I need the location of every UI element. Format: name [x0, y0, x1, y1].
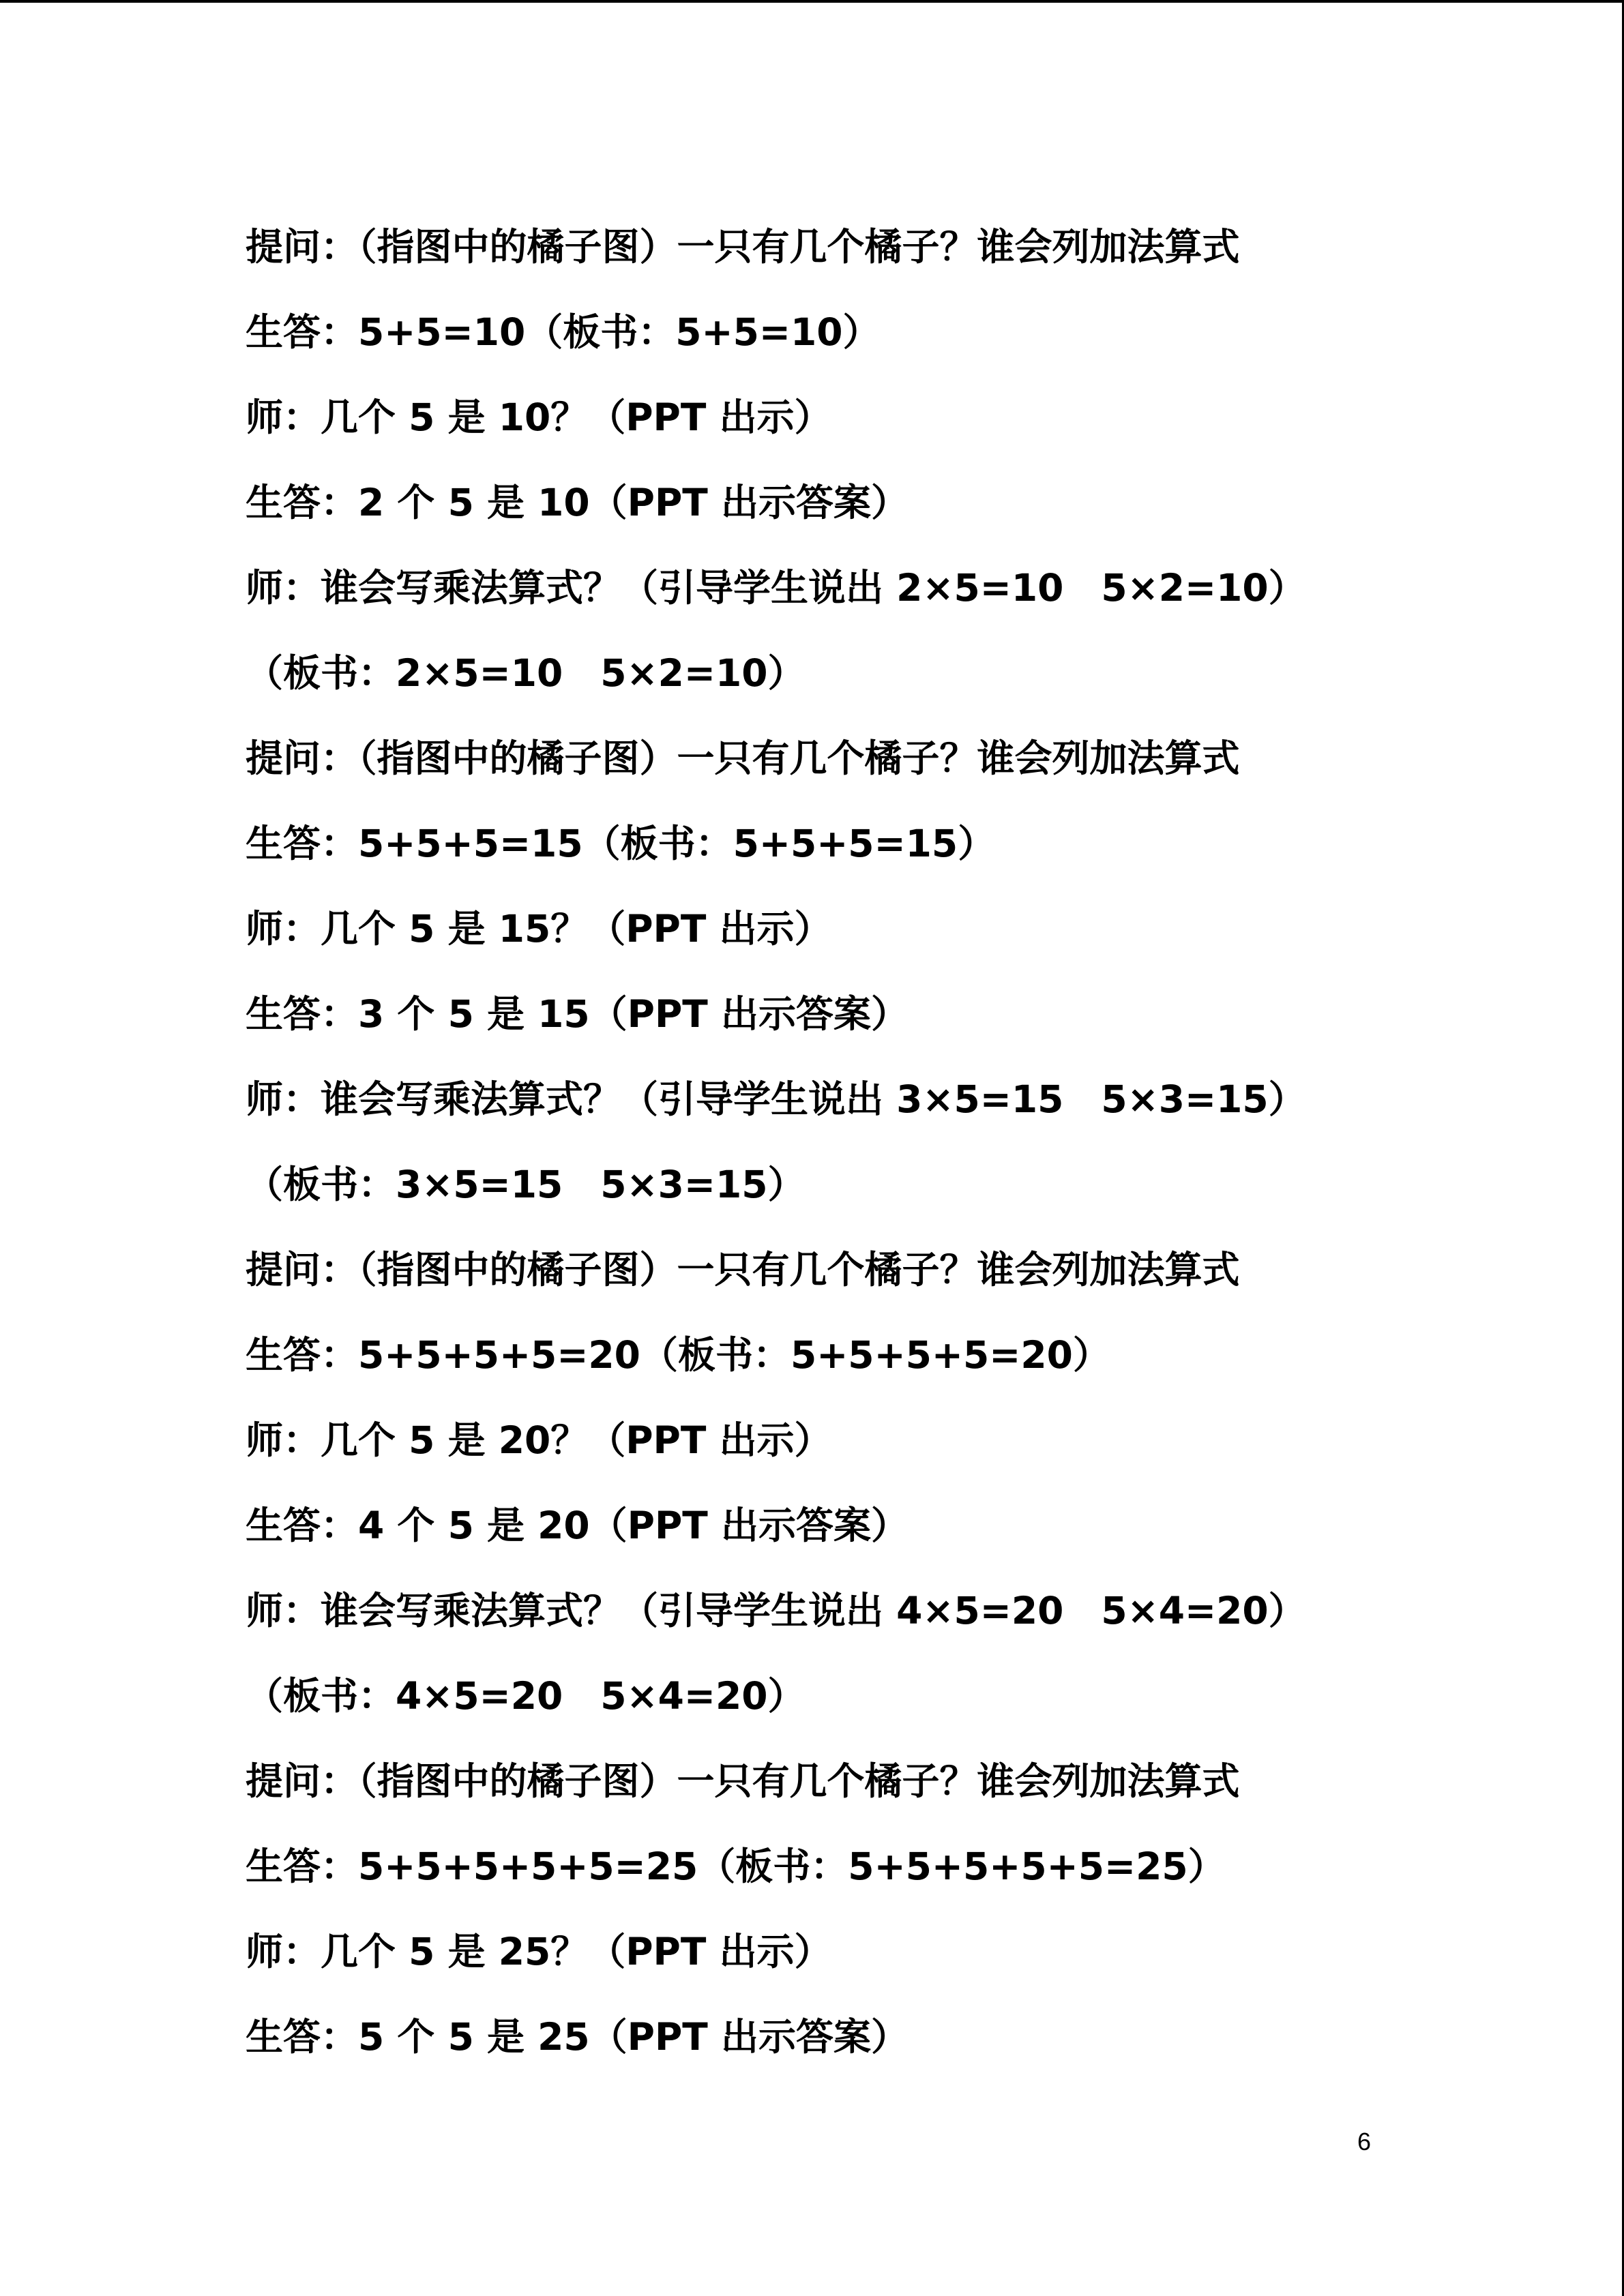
text-line: 师：谁会写乘法算式？（引导学生说出 3×5=15 5×3=15）	[246, 1077, 1306, 1121]
text-line: 生答：5 个 5 是 25（PPT 出示答案）	[246, 2015, 909, 2059]
text-line: 生答：3 个 5 是 15（PPT 出示答案）	[246, 992, 909, 1036]
text-line: 生答：5+5+5+5+5=25（板书：5+5+5+5+5=25）	[246, 1845, 1226, 1888]
text-line: 生答：5+5+5=15（板书：5+5+5=15）	[246, 822, 996, 865]
text-line: 师：谁会写乘法算式？（引导学生说出 2×5=10 5×2=10）	[246, 566, 1306, 610]
text-line: 师：几个 5 是 25？（PPT 出示）	[246, 1930, 832, 1973]
text-line: （板书：2×5=10 5×2=10）	[246, 651, 806, 695]
page-number: 6	[1357, 2128, 1372, 2156]
text-line: 生答：5+5=10（板书：5+5=10）	[246, 310, 881, 354]
text-line: 师：几个 5 是 15？（PPT 出示）	[246, 907, 832, 951]
text-line: 师：几个 5 是 10？（PPT 出示）	[246, 396, 832, 439]
text-line: 生答：4 个 5 是 20（PPT 出示答案）	[246, 1504, 909, 1547]
top-border-line	[0, 0, 1624, 3]
text-line: （板书：4×5=20 5×4=20）	[246, 1674, 806, 1718]
text-line: 提问：（指图中的橘子图）一只有几个橘子？谁会列加法算式	[246, 225, 1240, 269]
text-line: 提问：（指图中的橘子图）一只有几个橘子？谁会列加法算式	[246, 736, 1240, 780]
text-line: 师：谁会写乘法算式？（引导学生说出 4×5=20 5×4=20）	[246, 1589, 1306, 1632]
text-line: （板书：3×5=15 5×3=15）	[246, 1163, 806, 1206]
text-line: 师：几个 5 是 20？（PPT 出示）	[246, 1418, 832, 1462]
text-line: 提问：（指图中的橘子图）一只有几个橘子？谁会列加法算式	[246, 1759, 1240, 1803]
text-line: 提问：（指图中的橘子图）一只有几个橘子？谁会列加法算式	[246, 1248, 1240, 1292]
document-body	[246, 205, 1541, 2080]
text-line: 生答：2 个 5 是 10（PPT 出示答案）	[246, 481, 909, 524]
text-line: 生答：5+5+5+5=20（板书：5+5+5+5=20）	[246, 1333, 1110, 1377]
